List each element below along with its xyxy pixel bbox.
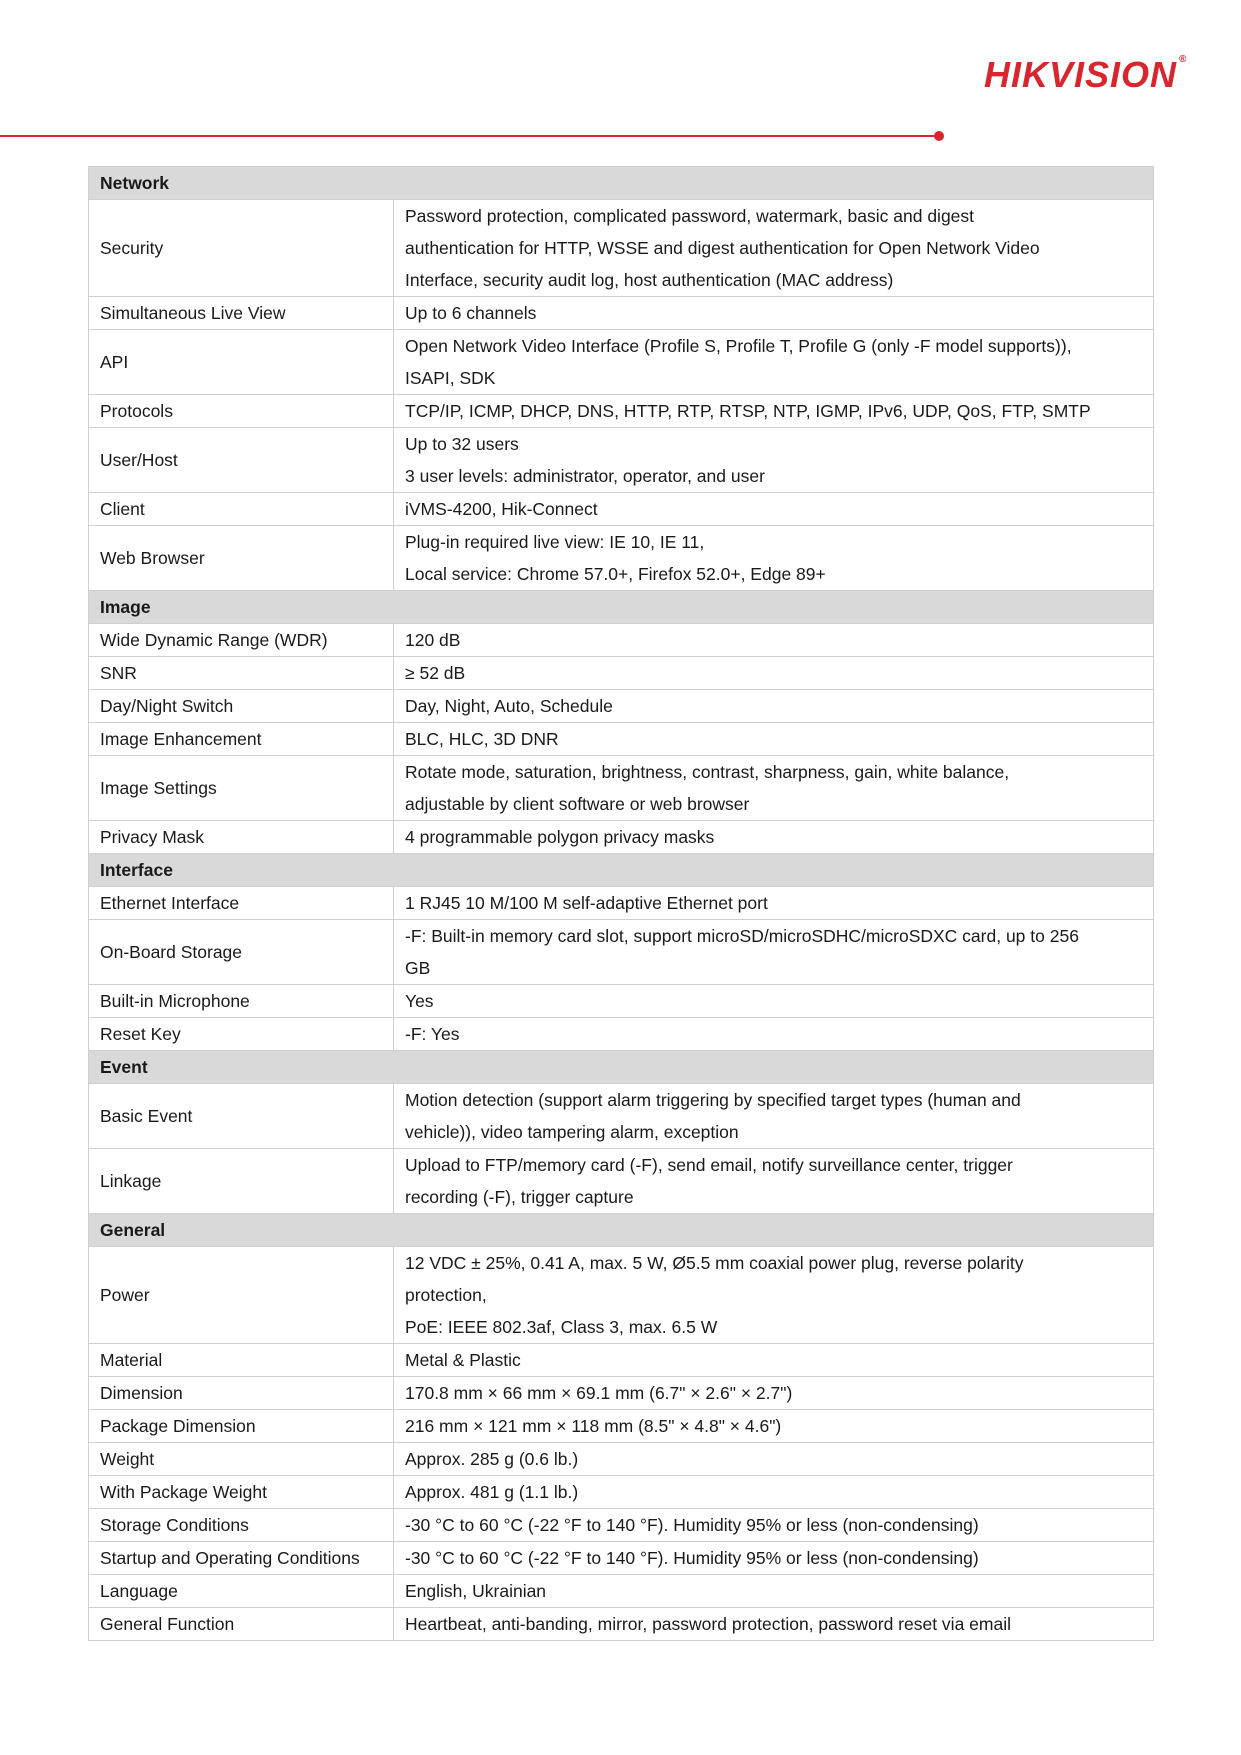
- spec-value-line: Local service: Chrome 57.0+, Firefox 52.0+, Edge 89+: [405, 564, 826, 584]
- spec-row: [89, 1018, 1154, 1051]
- spec-row: [89, 1542, 1154, 1575]
- spec-label: SNR: [89, 657, 394, 690]
- spec-value-line: Day, Night, Auto, Schedule: [405, 696, 613, 716]
- spec-value: [394, 1410, 1154, 1443]
- spec-value-line: GB: [405, 958, 431, 978]
- spec-row: [89, 985, 1154, 1018]
- spec-value: [394, 1509, 1154, 1542]
- spec-value: [394, 428, 1154, 493]
- spec-label: Linkage: [89, 1149, 394, 1214]
- spec-value: [394, 1608, 1154, 1641]
- spec-value-line: Open Network Video Interface (Profile S, Profile T, Profile G (only -F model supports)),: [405, 336, 1072, 356]
- spec-value: [394, 1476, 1154, 1509]
- spec-value-line: -F: Yes: [405, 1024, 460, 1044]
- spec-value-line: Interface, security audit log, host authentication (MAC address): [405, 270, 894, 290]
- spec-row: [89, 723, 1154, 756]
- spec-value: [394, 297, 1154, 330]
- spec-row: [89, 395, 1154, 428]
- hikvision-logo: [984, 54, 1187, 96]
- spec-value: [394, 1377, 1154, 1410]
- spec-label: Reset Key: [89, 1018, 394, 1051]
- spec-row: [89, 1509, 1154, 1542]
- spec-row: [89, 657, 1154, 690]
- spec-row: [89, 200, 1154, 297]
- spec-row: [89, 493, 1154, 526]
- spec-row: [89, 330, 1154, 395]
- spec-row: [89, 1575, 1154, 1608]
- spec-label: With Package Weight: [89, 1476, 394, 1509]
- spec-value-line: authentication for HTTP, WSSE and digest authentication for Open Network Video: [405, 238, 1040, 258]
- spec-value: [394, 624, 1154, 657]
- section-header-row: [89, 167, 1154, 200]
- spec-label: Day/Night Switch: [89, 690, 394, 723]
- spec-label: Image Settings: [89, 756, 394, 821]
- spec-row: [89, 428, 1154, 493]
- spec-row: [89, 1344, 1154, 1377]
- section-header-row: [89, 591, 1154, 624]
- spec-label: Wide Dynamic Range (WDR): [89, 624, 394, 657]
- spec-row: [89, 297, 1154, 330]
- spec-label: Privacy Mask: [89, 821, 394, 854]
- spec-label: Power: [89, 1247, 394, 1344]
- spec-value: [394, 1149, 1154, 1214]
- spec-value: [394, 756, 1154, 821]
- spec-value: [394, 330, 1154, 395]
- spec-row: [89, 1476, 1154, 1509]
- spec-value-line: -30 °C to 60 °C (-22 °F to 140 °F). Humidity 95% or less (non-condensing): [405, 1515, 979, 1535]
- spec-row: [89, 1084, 1154, 1149]
- spec-label: User/Host: [89, 428, 394, 493]
- spec-label: Basic Event: [89, 1084, 394, 1149]
- header-divider: [0, 135, 935, 137]
- spec-row: [89, 920, 1154, 985]
- specification-table: [88, 166, 1154, 1641]
- spec-label: Simultaneous Live View: [89, 297, 394, 330]
- spec-label: Client: [89, 493, 394, 526]
- spec-value: [394, 1575, 1154, 1608]
- spec-row: [89, 526, 1154, 591]
- spec-value-line: Heartbeat, anti-banding, mirror, password protection, password reset via email: [405, 1614, 1011, 1634]
- spec-value-line: Yes: [405, 991, 434, 1011]
- spec-value: [394, 821, 1154, 854]
- spec-label: Storage Conditions: [89, 1509, 394, 1542]
- spec-value-line: Approx. 481 g (1.1 lb.): [405, 1482, 579, 1502]
- section-title: General: [89, 1214, 1154, 1247]
- spec-value: [394, 723, 1154, 756]
- spec-value-line: 1 RJ45 10 M/100 M self-adaptive Ethernet port: [405, 893, 768, 913]
- spec-label: Web Browser: [89, 526, 394, 591]
- spec-label: Ethernet Interface: [89, 887, 394, 920]
- spec-value-line: iVMS-4200, Hik-Connect: [405, 499, 598, 519]
- spec-label: On-Board Storage: [89, 920, 394, 985]
- spec-value: [394, 1542, 1154, 1575]
- spec-value: [394, 1344, 1154, 1377]
- spec-value: [394, 200, 1154, 297]
- spec-value: [394, 493, 1154, 526]
- spec-label: Package Dimension: [89, 1410, 394, 1443]
- spec-row: [89, 1443, 1154, 1476]
- spec-row: [89, 624, 1154, 657]
- spec-value-line: protection,: [405, 1285, 487, 1305]
- spec-label: Protocols: [89, 395, 394, 428]
- spec-value-line: 170.8 mm × 66 mm × 69.1 mm (6.7" × 2.6" × 2.7"): [405, 1383, 793, 1403]
- spec-value-line: Metal & Plastic: [405, 1350, 521, 1370]
- spec-label: Startup and Operating Conditions: [89, 1542, 394, 1575]
- spec-row: [89, 1149, 1154, 1214]
- spec-value: [394, 526, 1154, 591]
- spec-value: [394, 887, 1154, 920]
- spec-row: [89, 1377, 1154, 1410]
- spec-row: [89, 887, 1154, 920]
- spec-label: Weight: [89, 1443, 394, 1476]
- spec-value-line: 4 programmable polygon privacy masks: [405, 827, 715, 847]
- specification-table-body: [89, 167, 1154, 1641]
- section-header-row: [89, 854, 1154, 887]
- spec-value: [394, 985, 1154, 1018]
- spec-row: [89, 756, 1154, 821]
- spec-value-line: Approx. 285 g (0.6 lb.): [405, 1449, 579, 1469]
- spec-value-line: adjustable by client software or web browser: [405, 794, 750, 814]
- spec-value: [394, 1443, 1154, 1476]
- registered-mark: ®: [1179, 54, 1188, 65]
- spec-value: [394, 1018, 1154, 1051]
- spec-value: [394, 690, 1154, 723]
- spec-row: [89, 690, 1154, 723]
- section-header-row: [89, 1051, 1154, 1084]
- spec-value-line: Up to 6 channels: [405, 303, 537, 323]
- section-title: Network: [89, 167, 1154, 200]
- spec-value-line: Up to 32 users: [405, 434, 519, 454]
- spec-label: Built-in Microphone: [89, 985, 394, 1018]
- spec-row: [89, 821, 1154, 854]
- spec-value-line: BLC, HLC, 3D DNR: [405, 729, 559, 749]
- spec-value-line: PoE: IEEE 802.3af, Class 3, max. 6.5 W: [405, 1317, 718, 1337]
- spec-value-line: -F: Built-in memory card slot, support microSD/microSDHC/microSDXC card, up to 256: [405, 926, 1079, 946]
- spec-value-line: vehicle)), video tampering alarm, exception: [405, 1122, 739, 1142]
- spec-value-line: Rotate mode, saturation, brightness, contrast, sharpness, gain, white balance,: [405, 762, 1010, 782]
- spec-row: [89, 1608, 1154, 1641]
- spec-value-line: 120 dB: [405, 630, 461, 650]
- spec-value-line: English, Ukrainian: [405, 1581, 547, 1601]
- spec-value: [394, 395, 1154, 428]
- logo-text: HIKVISION: [984, 54, 1178, 95]
- spec-value-line: ISAPI, SDK: [405, 368, 496, 388]
- section-header-row: [89, 1214, 1154, 1247]
- spec-row: [89, 1410, 1154, 1443]
- spec-value-line: TCP/IP, ICMP, DHCP, DNS, HTTP, RTP, RTSP, NTP, IGMP, IPv6, UDP, QoS, FTP, SMTP: [405, 401, 1091, 421]
- spec-value-line: Upload to FTP/memory card (-F), send email, notify surveillance center, trigger: [405, 1155, 1013, 1175]
- spec-label: Image Enhancement: [89, 723, 394, 756]
- spec-value: [394, 920, 1154, 985]
- spec-value-line: 3 user levels: administrator, operator, and user: [405, 466, 765, 486]
- spec-value-line: 216 mm × 121 mm × 118 mm (8.5" × 4.8" × 4.6"): [405, 1416, 782, 1436]
- spec-row: [89, 1247, 1154, 1344]
- spec-value: [394, 657, 1154, 690]
- spec-value-line: Plug-in required live view: IE 10, IE 11,: [405, 532, 705, 552]
- spec-label: Language: [89, 1575, 394, 1608]
- section-title: Interface: [89, 854, 1154, 887]
- spec-value: [394, 1247, 1154, 1344]
- section-title: Event: [89, 1051, 1154, 1084]
- header-divider-dot: [934, 131, 944, 141]
- spec-label: API: [89, 330, 394, 395]
- spec-value-line: Password protection, complicated password, watermark, basic and digest: [405, 206, 975, 226]
- spec-label: Material: [89, 1344, 394, 1377]
- spec-label: General Function: [89, 1608, 394, 1641]
- spec-label: Security: [89, 200, 394, 297]
- spec-value-line: 12 VDC ± 25%, 0.41 A, max. 5 W, Ø5.5 mm coaxial power plug, reverse polarity: [405, 1253, 1024, 1273]
- section-title: Image: [89, 591, 1154, 624]
- spec-value-line: ≥ 52 dB: [405, 663, 466, 683]
- spec-value-line: -30 °C to 60 °C (-22 °F to 140 °F). Humidity 95% or less (non-condensing): [405, 1548, 979, 1568]
- spec-value-line: recording (-F), trigger capture: [405, 1187, 634, 1207]
- spec-label: Dimension: [89, 1377, 394, 1410]
- spec-value: [394, 1084, 1154, 1149]
- spec-value-line: Motion detection (support alarm triggering by specified target types (human and: [405, 1090, 1021, 1110]
